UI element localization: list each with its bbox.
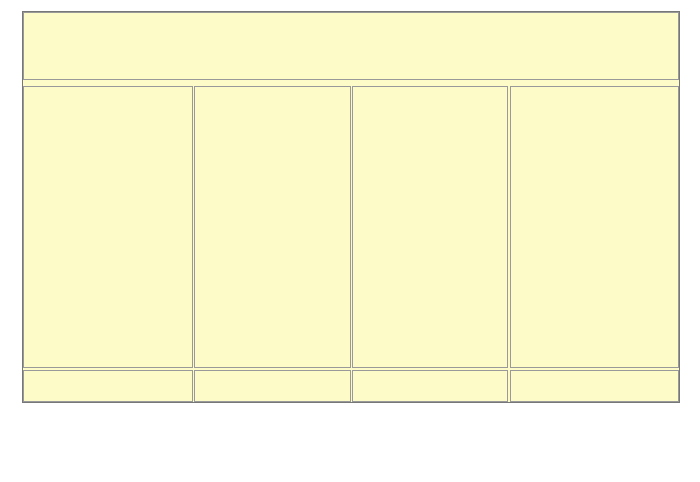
column-red-orange	[23, 86, 193, 368]
column-green-blue	[194, 86, 351, 368]
column-pink-purple	[352, 86, 508, 368]
column-header-red-orange	[23, 370, 193, 402]
column-header-pink-purple	[352, 370, 508, 402]
column-header-green-blue	[194, 370, 351, 402]
metallic-colors-panel	[23, 12, 679, 80]
column-brown-black-white	[510, 86, 679, 368]
column-header-brown-black-white	[510, 370, 679, 402]
